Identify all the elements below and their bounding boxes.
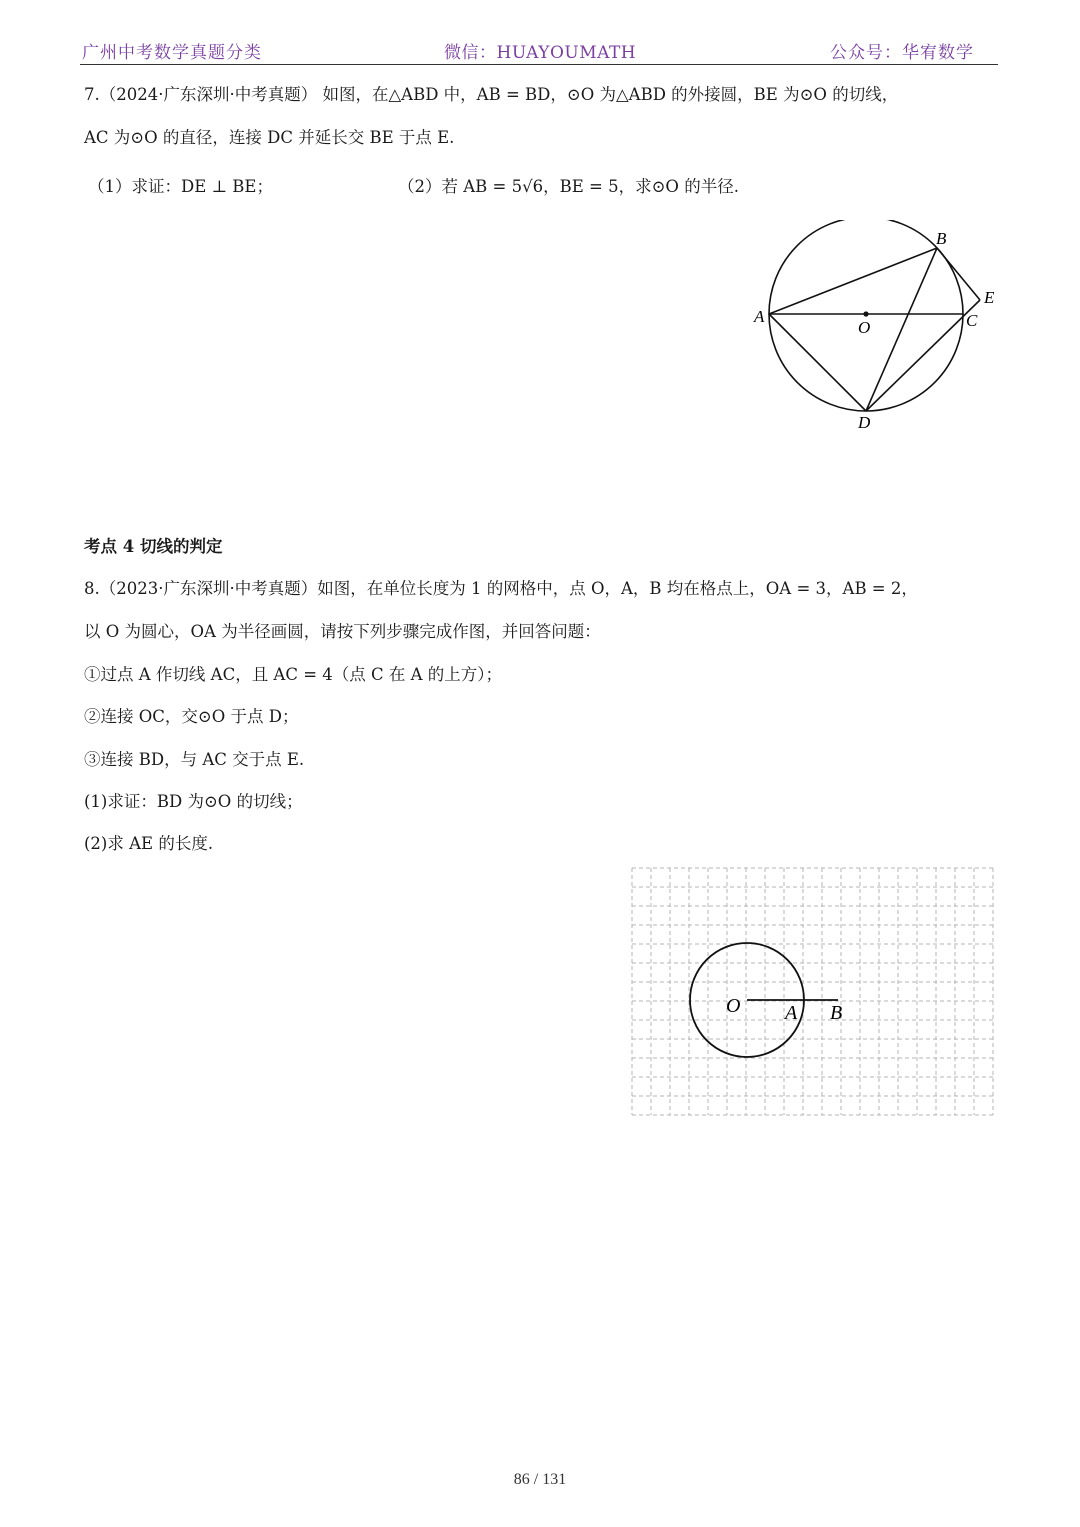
q7-center-dot	[863, 311, 868, 316]
q8-label-o: O	[726, 995, 741, 1017]
q7-label-b: B	[936, 229, 947, 248]
q7-segment-de	[866, 300, 980, 411]
q7-label-e: E	[984, 288, 995, 307]
q7-label-c: C	[966, 311, 978, 330]
q8-line1: 8.（2023·广东深圳·中考真题）如图，在单位长度为 1 的网格中，点 O，A，B 均在格点上，OA = 3，AB = 2，	[84, 579, 918, 598]
header-title: 广州中考数学真题分类	[82, 43, 262, 63]
header-rule	[80, 64, 998, 65]
q7-part2: （2）若 AB = 5√6，BE = 5，求⊙O 的半径.	[398, 177, 739, 196]
q8-step1: ①过点 A 作切线 AC，且 AC = 4（点 C 在 A 的上方）；	[84, 665, 503, 684]
q7-label-o: O	[858, 318, 871, 337]
q8-ask1: (1)求证：BD 为⊙O 的切线；	[84, 792, 303, 811]
q7-tangent-be	[937, 248, 980, 300]
q7-part1: （1）求证：DE ⊥ BE；	[88, 177, 273, 196]
page-header	[0, 0, 1080, 66]
q8-label-b: B	[830, 1002, 843, 1024]
q8-ask2: (2)求 AE 的长度.	[84, 834, 214, 853]
header-account: 公众号：华宥数学	[830, 43, 974, 63]
header-wechat: 微信：HUAYOUMATH	[444, 43, 637, 63]
q8-step2: ②连接 OC，交⊙O 于点 D；	[84, 707, 299, 726]
page-number: 86 / 131	[513, 1471, 567, 1488]
q8-line2: 以 O 为圆心，OA 为半径画圆，请按下列步骤完成作图，并回答问题：	[84, 622, 601, 641]
q7-segment-ad	[769, 314, 866, 411]
q8-grid	[632, 868, 993, 1115]
q8-step3: ③连接 BD，与 AC 交于点 E.	[84, 750, 305, 769]
q7-figure	[740, 220, 1010, 440]
q7-label-a: A	[754, 307, 765, 326]
q7-line1: 7.（2024·广东深圳·中考真题） 如图，在△ABD 中，AB = BD，⊙O 为△ABD 的外接圆，BE 为⊙O 的切线，	[84, 85, 899, 104]
section-heading: 考点 4 切线的判定	[84, 537, 223, 556]
q8-grid-figure	[630, 866, 996, 1116]
q7-line2: AC 为⊙O 的直径，连接 DC 并延长交 BE 于点 E.	[84, 128, 455, 147]
q8-label-a: A	[785, 1002, 798, 1024]
q7-label-d: D	[858, 413, 871, 432]
